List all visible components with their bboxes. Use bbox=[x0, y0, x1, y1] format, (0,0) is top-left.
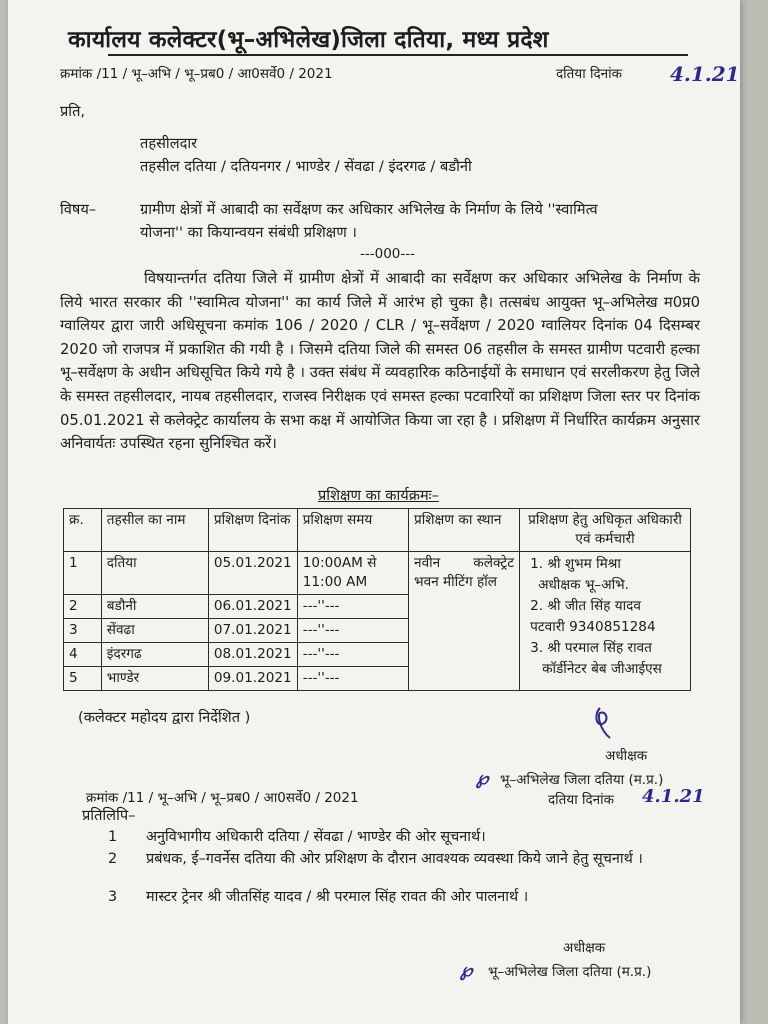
reference-number bbox=[60, 64, 333, 82]
col-header-time: प्रशिक्षण समय bbox=[297, 509, 408, 552]
col-header-tehsil: तहसील का नाम bbox=[101, 509, 208, 552]
col-header-date: प्रशिक्षण दिनांक bbox=[208, 509, 297, 552]
cell-date: 07.01.2021 bbox=[208, 619, 297, 643]
body-paragraph bbox=[60, 267, 700, 456]
cell-tehsil: इंदरगढ bbox=[101, 643, 208, 667]
cell-time: ---''--- bbox=[297, 595, 408, 619]
reference-text: क्रमांक /11 / भू–अभि / भू–प्रब0 / आ0सर्वे0 / 2021 bbox=[60, 66, 333, 82]
official-line: 3. श्री परमाल सिंह रावत bbox=[530, 640, 652, 656]
col-header-officials: प्रशिक्षण हेतु अधिकृत अधिकारी एवं कर्मचारी bbox=[520, 509, 691, 552]
header-date-handwritten: 4.1.21 bbox=[670, 62, 740, 86]
cell-serial: 5 bbox=[64, 667, 102, 691]
signature1-office: भू–अभिलेख जिला दतिया (म.प्र.) bbox=[500, 772, 664, 788]
office-title: कार्यालय कलेक्टर(भू–अभिलेख)जिला दतिया, मध्य प्रदेश bbox=[68, 27, 549, 53]
subject-line-2: योजना'' का कियान्वयन संबंधी प्रशिक्षण । bbox=[140, 224, 357, 241]
signature-mark bbox=[588, 704, 618, 744]
subject-label: विषय– bbox=[60, 201, 97, 218]
signature1-date-handwritten: 4.1.21 bbox=[642, 786, 705, 807]
schedule-heading: प्रशिक्षण का कार्यक्रमः– bbox=[318, 487, 439, 504]
cell-tehsil: दतिया bbox=[101, 552, 208, 595]
cell-tehsil: सेंवढा bbox=[101, 619, 208, 643]
cell-officials bbox=[520, 552, 691, 691]
cell-serial: 2 bbox=[64, 595, 102, 619]
cell-date: 06.01.2021 bbox=[208, 595, 297, 619]
cell-serial: 4 bbox=[64, 643, 102, 667]
cell-time: 10:00AM से 11:00 AM bbox=[297, 552, 408, 595]
cell-date: 09.01.2021 bbox=[208, 667, 297, 691]
cell-time: ---''--- bbox=[297, 667, 408, 691]
cell-date: 05.01.2021 bbox=[208, 552, 297, 595]
col-header-venue: प्रशिक्षण का स्थान bbox=[409, 509, 520, 552]
cell-serial: 3 bbox=[64, 619, 102, 643]
recipient-designation: तहसीलदार bbox=[140, 135, 198, 152]
cell-tehsil: भाण्डेर bbox=[101, 667, 208, 691]
official-line: अधीक्षक भू–अभि. bbox=[538, 577, 629, 593]
separator: ---000--- bbox=[360, 246, 415, 262]
cell-venue: नवीन कलेक्ट्रेट भवन मीटिंग हॉल bbox=[409, 552, 520, 691]
table-header-row bbox=[64, 509, 691, 552]
title-underline bbox=[108, 54, 688, 56]
signature1-designation: अधीक्षक bbox=[605, 748, 648, 764]
body-paragraph-text: विषयान्तर्गत दतिया जिले में ग्रामीण क्षेत्रों में आबादी का सर्वेक्षण कर अधिकार अभिलेख के निर्माण के लिये भारत सरकार की ''स्वामित्व योजना'' का कार्य जिले में आरंभ हो चुका है। तत्सबंध आयुक्त भू–अभिलेख म0प्र0 ग्वालियर द्वारा जारी अधिसूचना कमांक 106 / 2020 / CLR / भू–सर्वेक्षण / 2020 ग्वालियर दिनांक 04 दिसम्बर 2020 जो राजपत्र में प्रकाशित की गयी है । जिसमे दतिया जिले की समस्त 06 तहसील के समस्त ग्रामीण पटवारी हल्का भू–सर्वेक्षण के अधीन अधिसूचित किये गये है । उक्त संबंध में व्यवहारिक कठिनाईयों के समाधान एवं सरलीकरण हेतु जिले के समस्त तहसीलदार, नायब तहसीलदार, राजस्व निरीक्षक एवं समस्त हल्का पटवारियों का प्रशिक्षण जिला स्तर पर दिनांक 05.01.2021 से कलेक्ट्रेट कार्यालय के सभा कक्ष में आयोजित किया जा रहा है । प्रशिक्षण में निर्धारित कार्यक्रम अनुसार अनिवार्यतः उपस्थित रहना सुनिश्चित करें। bbox=[60, 270, 700, 453]
recipient-tehsils: तहसील दतिया / दतियनगर / भाण्डेर / सेंवढा / इंदरगढ / बडौनी bbox=[140, 158, 472, 175]
training-schedule-table bbox=[63, 508, 691, 691]
collector-directive: (कलेक्टर महोदय द्वारा निर्देशित ) bbox=[78, 709, 251, 726]
signature1-date-label: दतिया दिनांक bbox=[548, 792, 614, 808]
copy-label: प्रतिलिपि– bbox=[82, 807, 136, 824]
cell-serial: 1 bbox=[64, 552, 102, 595]
signature2-designation: अधीक्षक bbox=[563, 940, 606, 956]
copy-item-number: 2 bbox=[108, 851, 118, 867]
subject-line-1: ग्रामीण क्षेत्रों में आबादी का सर्वेक्षण कर अधिकार अभिलेख के निर्माण के लिये ''स्वामित्व bbox=[140, 201, 598, 218]
official-line: कॉर्डीनेटर बेब जीआईएस bbox=[542, 661, 662, 677]
official-line: 2. श्री जीत सिंह यादव bbox=[530, 598, 641, 614]
cell-date: 08.01.2021 bbox=[208, 643, 297, 667]
table-row bbox=[64, 552, 691, 595]
cell-time: ---''--- bbox=[297, 643, 408, 667]
cell-time: ---''--- bbox=[297, 619, 408, 643]
official-line: पटवारी 9340851284 bbox=[530, 619, 656, 635]
header-date-label: दतिया दिनांक bbox=[556, 66, 622, 82]
signature2-office: भू–अभिलेख जिला दतिया (म.प्र.) bbox=[488, 964, 652, 980]
copy-reference-number: क्रमांक /11 / भू–अभि / भू–प्रब0 / आ0सर्वे0 / 2021 bbox=[86, 790, 359, 806]
prati-label: प्रति, bbox=[60, 103, 86, 120]
copy-item-text: अनुविभागीय अधिकारी दतिया / सेंवढा / भाण्डेर की ओर सूचनार्थ। bbox=[146, 829, 486, 845]
document-page bbox=[8, 0, 740, 1024]
signature2-initial: ℘ bbox=[460, 960, 473, 981]
col-header-serial: क्र. bbox=[64, 509, 102, 552]
copy-item-number: 1 bbox=[108, 829, 118, 845]
copy-item-text: मास्टर ट्रेनर श्री जीतसिंह यादव / श्री परमाल सिंह रावत की ओर पालनार्थ । bbox=[146, 889, 529, 905]
signature1-initial: ℘ bbox=[476, 768, 489, 789]
official-line: 1. श्री शुभम मिश्रा bbox=[530, 556, 621, 572]
cell-tehsil: बडौनी bbox=[101, 595, 208, 619]
copy-item-text: प्रबंधक, ई–गवर्नेस दतिया की ओर प्रशिक्षण के दौरान आवश्यक व्यवस्था किये जाने हेतु सूचनार्थ । bbox=[146, 851, 643, 867]
copy-item-number: 3 bbox=[108, 889, 118, 905]
